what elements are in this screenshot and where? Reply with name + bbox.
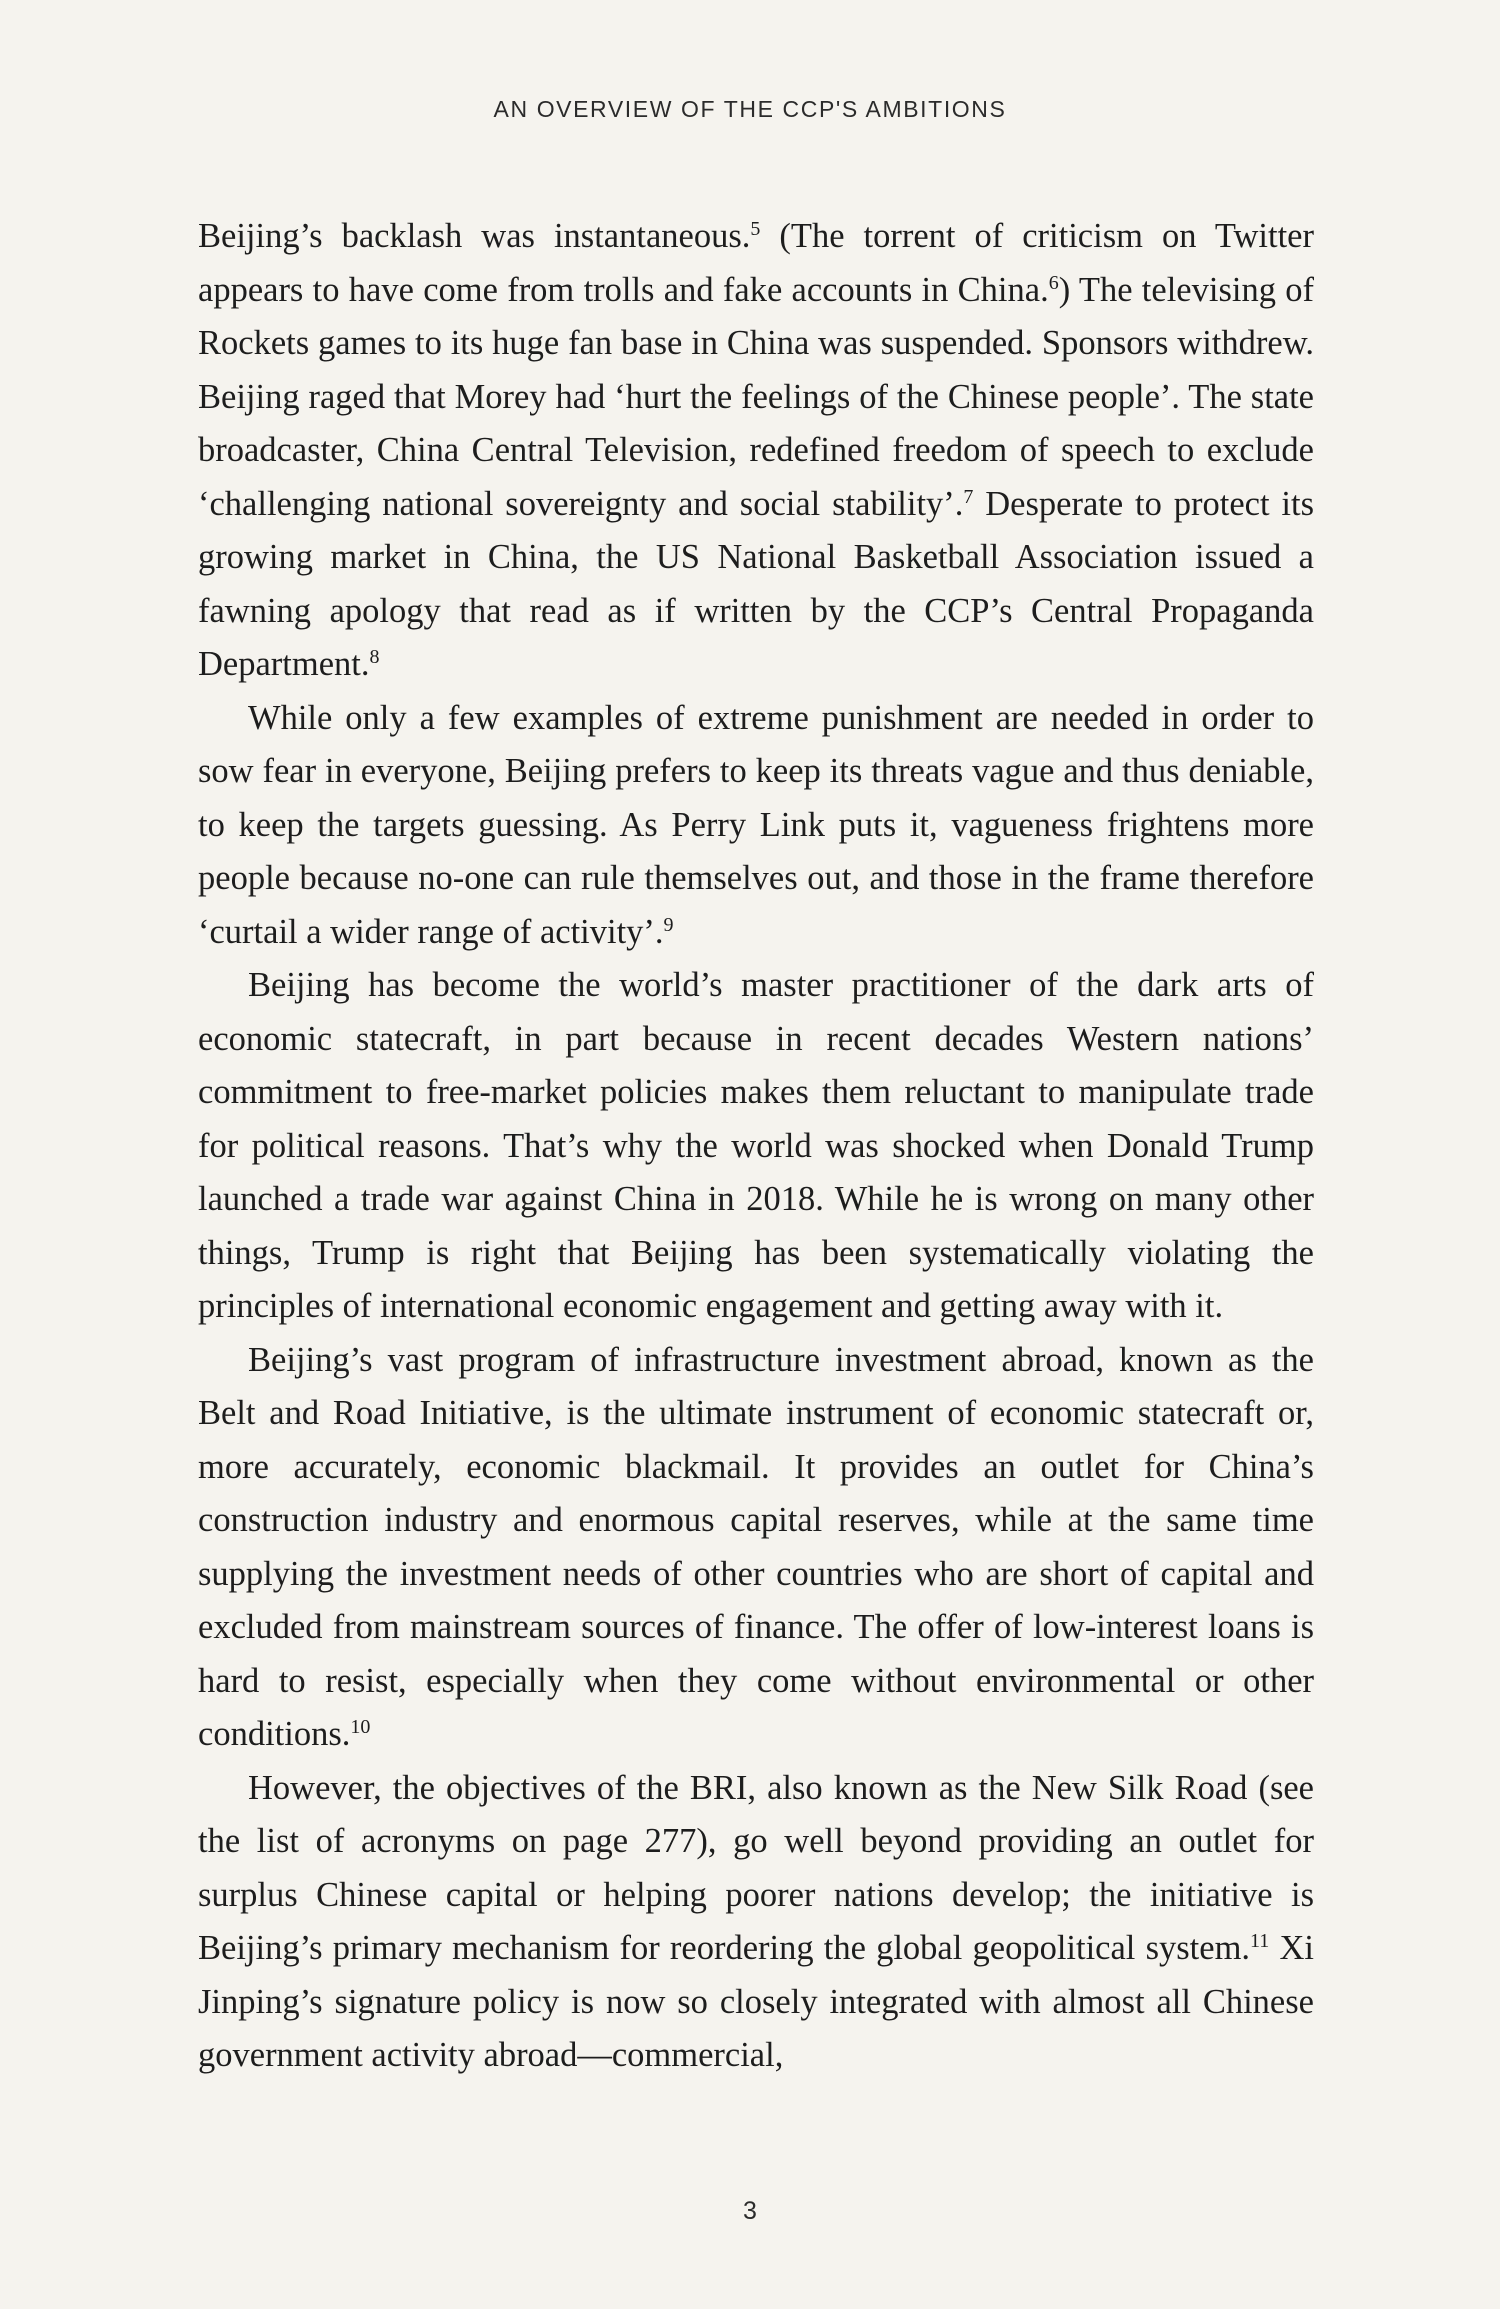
paragraph-4 (198, 1334, 1314, 1762)
paragraph-3 (198, 959, 1314, 1334)
text-run: Xi Jinping’s signature policy is now so closely integrated with almost all Chinese government activity abroad—commercial, (198, 1929, 1314, 2074)
footnote-ref-9[interactable]: 9 (663, 913, 674, 936)
page-number: 3 (743, 2197, 757, 2225)
running-head: AN OVERVIEW OF THE CCP'S AMBITIONS (493, 96, 1007, 122)
footnote-ref-8[interactable]: 8 (369, 646, 380, 668)
text-run: However, the objectives of the BRI, also known as the New Silk Road (see the list of acronyms on page 277), go well beyond providing an outlet for surplus Chinese capital or helping poorer nations develop; the initiative is Beijing’s primary mechanism for reordering the global geopolitical system. (198, 1768, 1314, 1967)
paragraph-2 (198, 692, 1314, 960)
paragraph-5 (198, 1762, 1314, 2083)
body-text (198, 210, 1314, 2083)
footnote-ref-7[interactable]: 7 (963, 485, 974, 508)
text-run: ) The televising of Rockets games to its huge fan base in China was suspended. Sponsors withdrew. Beijing raged that Morey had ‘hurt the feelings of the Chinese people’. The state broadcaster, China Central Television, redefined freedom of speech to exclude ‘challenging national sovereignty and social stability’. (198, 270, 1314, 523)
footnote-ref-6[interactable]: 6 (1048, 271, 1059, 294)
footnote-ref-10[interactable]: 10 (350, 1716, 371, 1738)
paragraph-1 (198, 210, 1314, 692)
text-run: (The torrent of criticism on Twitter appears to have come from trolls and fake accounts in China. (198, 217, 1314, 309)
text-run: Beijing’s vast program of infrastructure investment abroad, known as the Belt and Road Initiative, is the ultimate instrument of economic statecraft or, more accurately, economic blackmail. It provides an outlet for China’s construction industry and enormous capital reserves, while at the same time supplying the investment needs of other countries who are short of capital and excluded from mainstream sources of finance. The offer of low-interest loans is hard to resist, especially when they come without environmental or other conditions. (198, 1340, 1314, 1753)
text-run: Beijing has become the world’s master practitioner of the dark arts of economic statecraft, in part because in recent decades Western nations’ commitment to free-market policies makes them reluctant to manipulate trade for political reasons. That’s why the world was shocked when Donald Trump launched a trade war against China in 2018. While he is wrong on many other things, Trump is right that Beijing has been systematically violating the principles of international economic engagement and getting away with it. (198, 966, 1314, 1325)
text-run: Desperate to protect its growing market in China, the US National Basketball Association issued a fawning apology that read as if written by the CCP’s Central Propaganda Department. (198, 484, 1314, 683)
text-run: While only a few examples of extreme punishment are needed in order to sow fear in everyone, Beijing prefers to keep its threats vague and thus deniable, to keep the targets guessing. As Perry Link puts it, vagueness frightens more people because no-one can rule themselves out, and those in the frame therefore ‘curtail a wider range of activity’. (198, 698, 1314, 951)
footnote-ref-11[interactable]: 11 (1250, 1930, 1270, 1952)
text-run: Beijing’s backlash was instantaneous. (198, 217, 751, 255)
footnote-ref-5[interactable]: 5 (750, 218, 761, 240)
